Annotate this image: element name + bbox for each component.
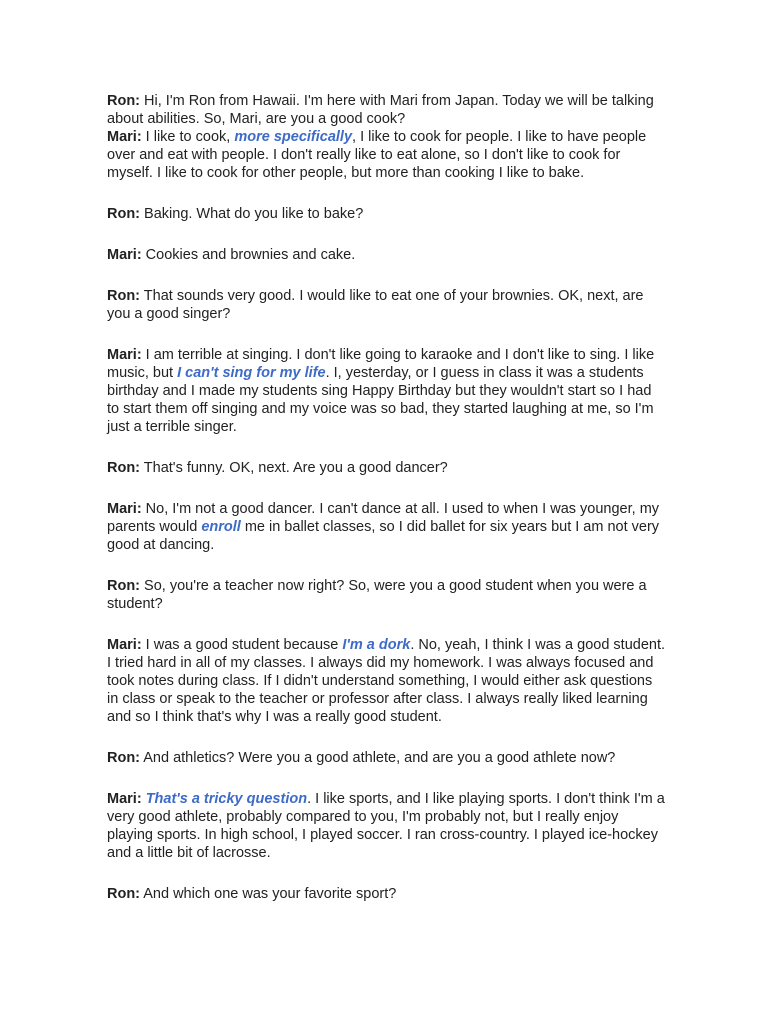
dialogue-text: I was a good student because: [141, 637, 343, 653]
speaker-name: Mari:: [107, 247, 142, 263]
speaker-name: Ron:: [107, 206, 141, 222]
dialogue-turn: [107, 346, 667, 436]
dialogue-text: That sounds very good. I would like to eat one of your brownies. OK, next, are you a good singer?: [107, 288, 644, 322]
transcript: [107, 92, 667, 926]
speaker-name: Mari:: [107, 637, 142, 653]
dialogue-text: , I like to cook for people. I like to have people over and eat with people. I don't really like to eat alone, so I don't like to cook for myself. I like to cook for other people, but more than cooking I like to bake.: [107, 129, 647, 181]
vocabulary-highlight: I can't sing for my life: [177, 365, 326, 381]
dialogue-text: Baking. What do you like to bake?: [140, 206, 364, 222]
dialogue-turn: [107, 577, 667, 613]
speaker-name: Ron:: [107, 93, 141, 109]
dialogue-turn: [107, 287, 667, 323]
dialogue-text: . I like sports, and I like playing sports. I don't think I'm a very good athlete, probably compared to you, I'm probably not, but I really enjoy playing sports. In high school, I played soccer. I ran cross-country. I played ice-hockey and a little bit of lacrosse.: [107, 791, 665, 861]
dialogue-text: I am terrible at singing. I don't like going to karaoke and I don't like to sing. I like music, but: [107, 347, 655, 381]
speaker-name: Ron:: [107, 886, 141, 902]
speaker-name: Mari:: [107, 347, 142, 363]
speaker-name: Mari:: [107, 129, 142, 145]
dialogue-text: No, I'm not a good dancer. I can't dance at all. I used to when I was younger, my parents would: [107, 501, 660, 535]
dialogue-text: . No, yeah, I think I was a good student. I tried hard in all of my classes. I always did my homework. I was always focused and took notes during class. If I didn't understand something, I would either ask questions in class or speak to the teacher or professor after class. I always really liked learning and so I think that's why I was a really good student.: [107, 637, 666, 725]
speaker-name: Ron:: [107, 460, 141, 476]
dialogue-turn: [107, 459, 667, 477]
dialogue-turn: [107, 790, 667, 862]
dialogue-text: And which one was your favorite sport?: [140, 886, 397, 902]
dialogue-turn: [107, 92, 667, 128]
vocabulary-highlight: more specifically: [234, 129, 353, 145]
dialogue-turn: [107, 636, 667, 726]
vocabulary-highlight: enroll: [201, 519, 241, 535]
dialogue-text: And athletics? Were you a good athlete, and are you a good athlete now?: [140, 750, 616, 766]
dialogue-turn: [107, 246, 667, 264]
speaker-name: Mari:: [107, 501, 142, 517]
dialogue-text: Cookies and brownies and cake.: [141, 247, 356, 263]
dialogue-turn: [107, 885, 667, 903]
dialogue-turn: [107, 128, 667, 182]
vocabulary-highlight: That's a tricky question: [145, 791, 308, 807]
speaker-name: Ron:: [107, 578, 141, 594]
dialogue-turn: [107, 500, 667, 554]
dialogue-turn: [107, 205, 667, 223]
vocabulary-highlight: I'm a dork: [342, 637, 411, 653]
dialogue-text: . I, yesterday, or I guess in class it was a students birthday and I made my students sing Happy Birthday but they wouldn't start so I had to start them off singing and my voice was so bad, they started laughing at me, so I'm just a terrible singer.: [107, 365, 654, 435]
dialogue-text: I like to cook,: [141, 129, 235, 145]
dialogue-text: Hi, I'm Ron from Hawaii. I'm here with Mari from Japan. Today we will be talking about abilities. So, Mari, are you a good cook?: [107, 93, 654, 127]
dialogue-text: So, you're a teacher now right? So, were you a good student when you were a student?: [107, 578, 647, 612]
dialogue-text: me in ballet classes, so I did ballet for six years but I am not very good at dancing.: [107, 519, 660, 553]
speaker-name: Ron:: [107, 288, 141, 304]
dialogue-turn: [107, 749, 667, 767]
dialogue-text: That's funny. OK, next. Are you a good dancer?: [140, 460, 448, 476]
speaker-name: Ron:: [107, 750, 141, 766]
speaker-name: Mari:: [107, 791, 142, 807]
